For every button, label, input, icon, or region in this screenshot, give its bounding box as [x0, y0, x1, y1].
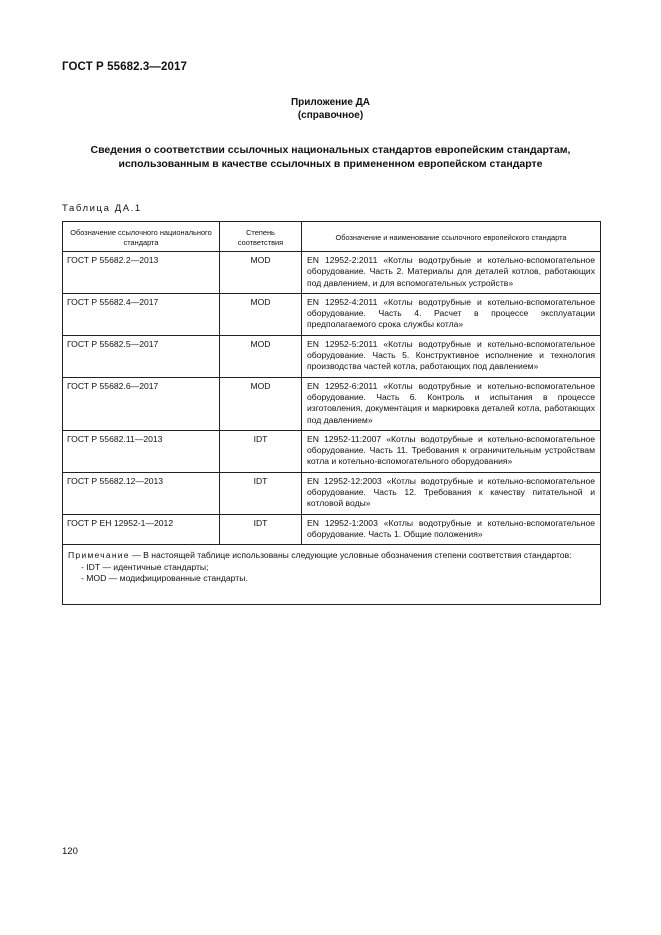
- document-code: ГОСТ Р 55682.3—2017: [62, 61, 187, 73]
- header-european-standard: Обозначение и наименование ссылочного европейского стандарта: [302, 222, 601, 252]
- table-caption: Таблица ДА.1: [62, 203, 142, 214]
- table-row: [63, 377, 601, 430]
- page-title: [70, 143, 591, 171]
- note-label: Примечание: [68, 550, 130, 561]
- european-standard-cell: EN 12952-12:2003 «Котлы водотрубные и котельно-вспомогательное оборудование. Часть 12. Требования к качеству питательной и котловой воды»: [302, 472, 601, 514]
- table-note: [63, 545, 601, 605]
- page-title-line-2: использованным в качестве ссылочных в примененном европейском стандарте: [118, 158, 543, 170]
- national-standard-cell: ГОСТ Р 55682.11—2013: [63, 430, 220, 472]
- appendix-subtitle: (справочное): [297, 110, 364, 121]
- note-text: — В настоящей таблице использованы следующие условные обозначения степени соответствия стандартов:: [129, 550, 572, 561]
- page-number: 120: [62, 846, 78, 857]
- table-row: [63, 430, 601, 472]
- table-header-row: [63, 222, 601, 252]
- table-row: [63, 472, 601, 514]
- page-title-line-1: Сведения о соответствии ссылочных национальных стандартов европейским стандартам,: [90, 144, 571, 156]
- note-item-idt: - IDT — идентичные стандарты;: [81, 561, 209, 572]
- national-standard-cell: ГОСТ Р 55682.6—2017: [63, 377, 220, 430]
- degree-cell: IDT: [220, 514, 302, 545]
- table-row: [63, 514, 601, 545]
- appendix-title: Приложение ДА: [290, 97, 371, 108]
- degree-cell: MOD: [220, 335, 302, 377]
- european-standard-cell: EN 12952-4:2011 «Котлы водотрубные и котельно-вспомогательное оборудование. Часть 4. Расчет в процессе эксплуатации предполагаемого срока службы котла»: [302, 293, 601, 335]
- european-standard-cell: EN 12952-6:2011 «Котлы водотрубные и котельно-вспомогательное оборудование. Часть 6. Контроль и испытания в процессе изготовления, документация и маркировка деталей котла, работающих под давлением»: [302, 377, 601, 430]
- degree-cell: MOD: [220, 293, 302, 335]
- degree-cell: MOD: [220, 377, 302, 430]
- european-standard-cell: EN 12952-5:2011 «Котлы водотрубные и котельно-вспомогательное оборудование. Часть 5. Конструктивное исполнение и технология производства частей котла, работающих под давлением»: [302, 335, 601, 377]
- european-standard-cell: EN 12952-2:2011 «Котлы водотрубные и котельно-вспомогательное оборудование. Часть 2. Материалы для деталей котлов, работающих под давлением, и для вспомогательных устройств»: [302, 252, 601, 294]
- national-standard-cell: ГОСТ Р ЕН 12952-1—2012: [63, 514, 220, 545]
- degree-cell: MOD: [220, 252, 302, 294]
- national-standard-cell: ГОСТ Р 55682.12—2013: [63, 472, 220, 514]
- table-note-row: [63, 545, 601, 605]
- table-row: [63, 252, 601, 294]
- national-standard-cell: ГОСТ Р 55682.4—2017: [63, 293, 220, 335]
- european-standard-cell: EN 12952-1:2003 «Котлы водотрубные и котельно-вспомогательное оборудование. Часть 1. Общие положения»: [302, 514, 601, 545]
- table-row: [63, 293, 601, 335]
- national-standard-cell: ГОСТ Р 55682.5—2017: [63, 335, 220, 377]
- european-standard-cell: EN 12952-11:2007 «Котлы водотрубные и котельно-вспомогательное оборудование. Часть 11. Требования к ограничительным устройствам котла и котельно-вспомогательного оборудования»: [302, 430, 601, 472]
- note-item-mod: - MOD — модифицированные стандарты.: [81, 572, 248, 583]
- note-paragraph: [68, 550, 595, 561]
- appendix-heading: [0, 96, 661, 122]
- table-row: [63, 335, 601, 377]
- degree-cell: IDT: [220, 472, 302, 514]
- correspondence-table: [62, 221, 601, 605]
- degree-cell: IDT: [220, 430, 302, 472]
- header-degree: Степень соответствия: [220, 222, 302, 252]
- national-standard-cell: ГОСТ Р 55682.2—2013: [63, 252, 220, 294]
- header-national-standard: Обозначение ссылочного национального стандарта: [63, 222, 220, 252]
